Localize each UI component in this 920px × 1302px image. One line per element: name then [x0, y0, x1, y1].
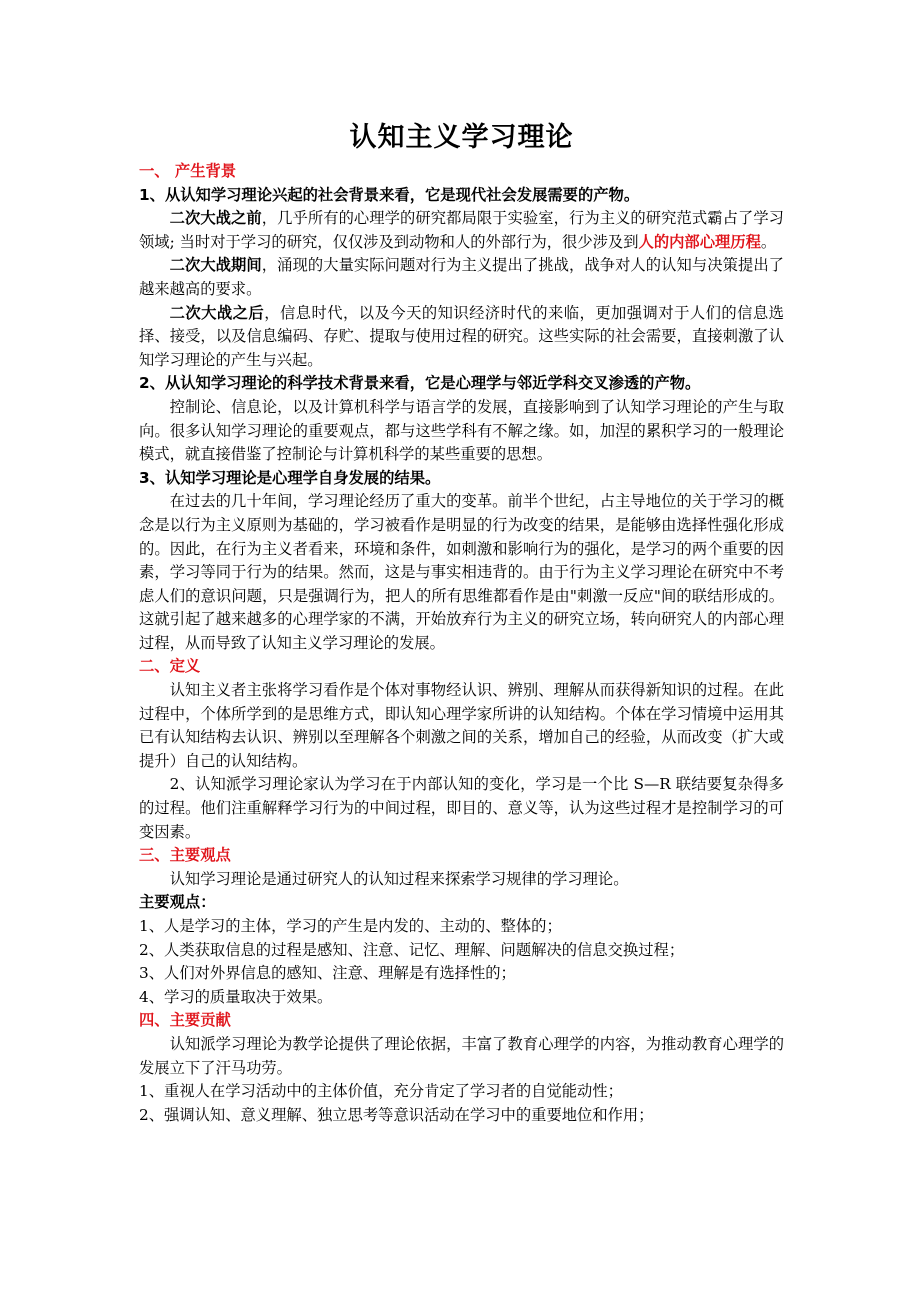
document-page	[139, 118, 784, 1127]
main-views-subheading: 主要观点：	[139, 893, 216, 912]
section-heading-definition: 二、定义	[139, 657, 201, 676]
list-item: 4、学习的质量取决于效果。	[139, 987, 333, 1006]
paragraph-after-war	[139, 302, 784, 373]
text-before-war: ，几乎所有的心理学的研究都局限于实验室，行为主义的研究范式霸占了学习领域; 当时对于学习的研究，仅仅涉及到动物和人的外部行为，很少涉及到	[139, 209, 784, 251]
list-item: 2、人类获取信息的过程是感知、注意、记忆、理解、问题解决的信息交换过程；	[139, 940, 685, 959]
list-item: 2、强调认知、意义理解、独立思考等意识活动在学习中的重要地位和作用；	[139, 1105, 654, 1124]
text-during-war: ，涌现的大量实际问题对行为主义提出了挑战，战争对人的认知与决策提出了越来越高的要求。	[139, 256, 784, 298]
section-heading-background: 一、 产生背景	[139, 162, 237, 180]
highlight-inner-process: 人的内部心理历程	[638, 232, 761, 251]
paragraph-contributions-intro: 认知派学习理论为教学论提供了理论依据，丰富了教育心理学的内容，为推动教育心理学的发展立下了汗马功劳。	[139, 1034, 784, 1077]
paragraph-during-war	[139, 254, 784, 301]
list-item: 3、人们对外界信息的感知、注意、理解是有选择性的；	[139, 964, 516, 983]
list-item: 1、人是学习的主体，学习的产生是内发的、主动的、整体的；	[139, 917, 562, 935]
point-1-heading: 1、从认知学习理论兴起的社会背景来看，它是现代社会发展需要的产物。	[139, 185, 640, 204]
point-3-heading: 3、认知学习理论是心理学自身发展的结果。	[139, 468, 441, 487]
section-heading-contributions: 四、主要贡献	[139, 1011, 231, 1030]
section-heading-main-views: 三、主要观点	[139, 846, 231, 865]
paragraph-definition-2: 2、认知派学习理论家认为学习在于内部认知的变化，学习是一个比 S—R 联结要复杂得多的过程。他们注重解释学习行为的中间过程，即目的、意义等，认为这些过程才是控制学习的可变因素。	[139, 775, 784, 841]
paragraph-definition-1: 认知主义者主张将学习看作是个体对事物经认识、辨别、理解从而获得新知识的过程。在此过程中，个体所学到的是思维方式，即认知心理学家所讲的认知结构。个体在学习情境中运用其已有认知结构去认识、辨别以至理解各个刺激之间的关系，增加自己的经验，从而改变（扩大或提升）自己的认知结构。	[139, 681, 784, 770]
paragraph-cybernetics: 控制论、信息论，以及计算机科学与语言学的发展，直接影响到了认知学习理论的产生与取向。很多认知学习理论的重要观点，都与这些学科有不解之缘。如，加涅的累积学习的一般理论模式，就直接借鉴了控制论与计算机科学的某些重要的思想。	[139, 397, 784, 464]
list-item: 1、重视人在学习活动中的主体价值，充分肯定了学习者的自觉能动性；	[139, 1082, 623, 1101]
lead-during-war: 二次大战期间	[169, 256, 262, 275]
lead-after-war: 二次大战之后	[169, 303, 265, 322]
paragraph-history: 在过去的几十年间，学习理论经历了重大的变革。前半个世纪，占主导地位的关于学习的概念是以行为主义原则为基础的，学习被看作是明显的行为改变的结果，是能够由选择性强化形成的。因此，在行为主义者看来，环境和条件，如刺激和影响行为的强化，是学习的两个重要的因素，学习等同于行为的结果。然而，这是与事实相违背的。由于行为主义学习理论在研究中不考虑人们的意识问题，只是强调行为，把人的所有思维都看作是由"刺激一反应"间的联结形成的。这就引起了越来越多的心理学家的不满，开始放弃行为主义的研究立场，转向研究人的内部心理过程，从而导致了认知主义学习理论的发展。	[139, 492, 784, 652]
text-after-war: ，信息时代，以及今天的知识经济时代的来临，更加强调对于人们的信息选择、接受，以及信息编码、存贮、提取与使用过程的研究。这些实际的社会需要，直接刺激了认知学习理论的产生与兴起。	[139, 303, 784, 369]
document-title: 认知主义学习理论	[349, 122, 574, 153]
point-2-heading: 2、从认知学习理论的科学技术背景来看，它是心理学与邻近学科交叉渗透的产物。	[139, 374, 701, 393]
lead-before-war: 二次大战之前	[169, 209, 262, 228]
paragraph-main-views-intro: 认知学习理论是通过研究人的认知过程来探索学习规律的学习理论。	[169, 869, 629, 888]
paragraph-before-war	[139, 207, 784, 254]
text-before-war-end: 。	[760, 232, 777, 251]
